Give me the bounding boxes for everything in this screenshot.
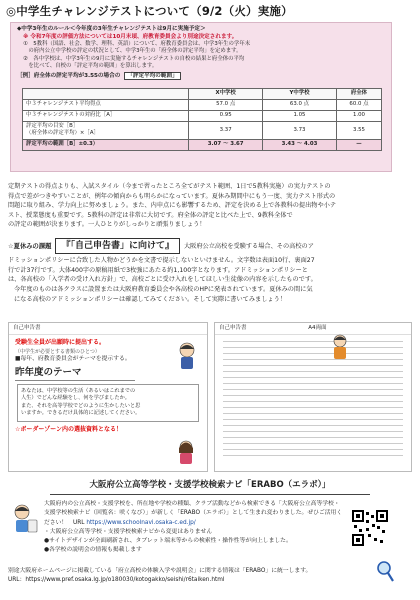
table-cell: 63.0 点 bbox=[263, 100, 337, 111]
paragraph-line: の評定の範囲が決まります。一人ひとりがしっかりと頑張りましょう！ bbox=[8, 221, 206, 229]
table-cell: 評定平均の目安［B］ （府全体の評定平均）×［A］ bbox=[23, 122, 189, 140]
border-zone-note: ☆ボーダーゾーン内の選抜資料となる！ bbox=[15, 426, 123, 434]
theme-line: いますか。できるだけ具体的に記述してください。 bbox=[21, 410, 141, 417]
pointing-student-icon bbox=[329, 333, 351, 361]
paragraph-line: になる高校のアドミッションポリシーは確認してみてください。そして実際に書いてみましょう！ bbox=[14, 295, 286, 303]
qr-code-icon[interactable] bbox=[352, 510, 388, 546]
table-cell: 1.00 bbox=[336, 111, 381, 122]
theme-text-box bbox=[17, 384, 199, 422]
table-row bbox=[23, 100, 382, 111]
table-header: Y中学校 bbox=[263, 89, 337, 100]
table-header: X中学校 bbox=[189, 89, 263, 100]
example-label: ［例］府全体の評定平均が3.55の場合の bbox=[17, 73, 121, 80]
footer-note bbox=[8, 567, 418, 585]
score-table bbox=[22, 88, 382, 151]
example-heading bbox=[17, 73, 385, 81]
footer-line: 別途大阪府ホームページに掲載している「府立高校の体験入学や説明会」に関する情報は「ERABO」に統一します。 bbox=[8, 568, 312, 574]
rule-item-2b: を比べて、自校の「評定平均の範囲」を算出します。 bbox=[23, 62, 158, 69]
table-row bbox=[23, 122, 382, 140]
table-header: 府全体 bbox=[336, 89, 381, 100]
paragraph-line: ●サイトデザインが全面刷新され、タブレット端末等からの検索性・操作性等が向上しました。 bbox=[44, 538, 292, 545]
erabo-body bbox=[44, 500, 344, 556]
example-range-label: 「評定平均の範囲」 bbox=[124, 72, 180, 80]
table-cell: 0.95 bbox=[189, 111, 263, 122]
student-illustration-icon bbox=[175, 341, 199, 371]
table-cell: 中３チャレンジテストの対府比［A］ bbox=[23, 111, 189, 122]
table-cell: 中３チャレンジテスト平均得点 bbox=[23, 100, 189, 111]
rule-item-2a: ② 各中学校は、中学3年生の9月に実施するチャレンジテストの自校の結果と府全体の平均 bbox=[23, 55, 245, 62]
url-label: URL： bbox=[8, 576, 26, 583]
table-cell: 3.55 bbox=[336, 122, 381, 140]
theme-note: ■毎年、府教育委員会がテーマを提示する。 bbox=[15, 356, 131, 363]
self-report-form-image bbox=[214, 322, 412, 472]
paragraph-line: 行で計37行です。大体400字の原稿用紙で3枚強にあたる約1,100字となります。アドミッションポリシーと bbox=[8, 266, 308, 274]
paragraph-line: 支援学校検索ナビ（回覧名：咲くなび）」が新しく「ERABO（エラボ）」として生まれ変わりました。ぜひご活用く bbox=[44, 510, 343, 517]
table-header bbox=[23, 89, 189, 100]
erabo-link[interactable]: https://www.schoolnavi.osaka-c.ed.jp/ bbox=[86, 519, 196, 526]
table-cell: — bbox=[336, 139, 381, 150]
paragraph-line: 得点で差がつきやすいことが、例年の傾向からも明らかになっています。夏休み期間中にもう一度、実力テスト形式の bbox=[8, 192, 336, 200]
test-advice-paragraph bbox=[8, 182, 412, 230]
image-header: 自己申告書 bbox=[9, 323, 207, 335]
self-report-explainer-image bbox=[8, 322, 208, 472]
paragraph-line: ・大阪府公立高等学校・支援学校検索ナビから変更はありません bbox=[44, 528, 213, 535]
form-title: 自己申告書 bbox=[219, 325, 247, 331]
girl-illustration-icon bbox=[175, 439, 197, 465]
required-note: 受験生全員が出願時に提出する。 bbox=[15, 339, 106, 347]
last-year-theme-heading: 昨年度のテーマ bbox=[15, 367, 135, 381]
erabo-heading: 大阪府公立高等学校・支援学校検索ナビ「ERABO（エラボ）」 bbox=[89, 480, 331, 490]
summer-assignment-lead: 大阪府公立高校を受験する場合、その高校のア bbox=[183, 243, 314, 250]
summer-assignment-section bbox=[8, 238, 412, 304]
paragraph-line: スト、授業態度も重要です。5教科の評定は非常に大切です。府全体の評定と比べた上で、9教科全体で bbox=[8, 211, 293, 219]
table-cell: 3.43 ～ 4.03 bbox=[263, 139, 337, 150]
table-cell: 1.05 bbox=[263, 111, 337, 122]
table-cell: 3.73 bbox=[263, 122, 337, 140]
table-header-row bbox=[23, 89, 382, 100]
paragraph-line: ●各学校の説明会の情報も掲載します bbox=[44, 547, 142, 554]
theme-line: また、それを高等学校でどのように生かしたいと思 bbox=[21, 402, 141, 409]
experience-info-link[interactable]: https://www.pref.osaka.lg.jp/o180030/kotogakko/seishi/r6taiken.html bbox=[25, 576, 225, 583]
rule-item-1a: ① 5教科（国語、社会、数学、理科、英語）について、府教育委員会は、中学3年生の学年末 bbox=[23, 41, 251, 48]
theme-line: 人生）でどんな経験をし、何を学びましたか。 bbox=[21, 395, 130, 402]
summer-assignment-body bbox=[8, 256, 412, 304]
paragraph-line: 定期テストの得点よりも、入試スタイル（今まで習ったところ全てがテスト範囲、1日で5教科実施）の実力テストの bbox=[8, 183, 331, 190]
table-cell: 57.0 点 bbox=[189, 100, 263, 111]
rule-item-1b: の府内公立中学校の評定の状況として、中学3年生の「府全体の評定平均」を定めます。 bbox=[23, 48, 242, 55]
table-cell: 60.0 点 bbox=[336, 100, 381, 111]
paragraph-line: ドミッションポリシーに合致した人物かどうかを文書で提示しないといけません。文字数は表面10行、裏面27 bbox=[8, 257, 315, 265]
summer-assignment-label: ☆夏休みの課題 bbox=[8, 243, 52, 250]
required-subnote: （中学生が必要とする書類のひとつ） bbox=[15, 348, 100, 355]
paragraph-line: 今年度のものは各クラスに設置または大阪府教育委員会や各高校のHPに発表されています。夏休みの間に気 bbox=[14, 285, 313, 293]
boy-with-device-icon bbox=[8, 502, 40, 534]
summer-assignment-heading bbox=[8, 238, 412, 254]
table-cell: 3.07 ～ 3.67 bbox=[189, 139, 263, 150]
form-header bbox=[215, 323, 411, 335]
rule-heading: ◆中学3年生のルール＜今年度の3年生チャレンジテストは9月に実施予定＞ bbox=[17, 26, 206, 32]
paragraph-line: 大阪府内の公立高校・支援学校を、所在地や学校の種類、クラブ活動などから検索できる「大阪府公立高等学校・ bbox=[44, 501, 340, 507]
form-size-label: A4両面 bbox=[308, 325, 327, 331]
paragraph-line: 問題に取り組み、学力向上に努めましょう。また、内申点にも影響するため、評定を決める上で各教科の提出物や小テ bbox=[8, 202, 337, 210]
erabo-url-line bbox=[44, 519, 344, 528]
theme-line: あなたは、中学校等の生活（あるいはこれまでの bbox=[21, 387, 136, 394]
table-cell: 3.37 bbox=[189, 122, 263, 140]
form-lines bbox=[223, 341, 403, 456]
summer-assignment-title: 『「自己申告書」に向けて』 bbox=[55, 238, 180, 254]
footer-url-line bbox=[8, 576, 418, 585]
page-title: ◎中学生チャレンジテストについて（9/2（火）実施） bbox=[6, 4, 293, 18]
heading-underline bbox=[50, 494, 370, 495]
evaluation-note: ※ 令和7年度の評価方法については10月末頃、府教育委員会より別途決定されます。 bbox=[23, 33, 238, 40]
table-cell: 評定平均の範囲［B］±0.3） bbox=[23, 139, 189, 150]
paragraph-line: は、各高校の「入学者の受け入れ方針」で、高校ごとに受け入れをしてほしい生徒像の内容を示したものです。 bbox=[8, 276, 317, 284]
table-row-highlight bbox=[23, 139, 382, 150]
url-label: ださい！ URL bbox=[44, 519, 87, 526]
table-row bbox=[23, 111, 382, 122]
